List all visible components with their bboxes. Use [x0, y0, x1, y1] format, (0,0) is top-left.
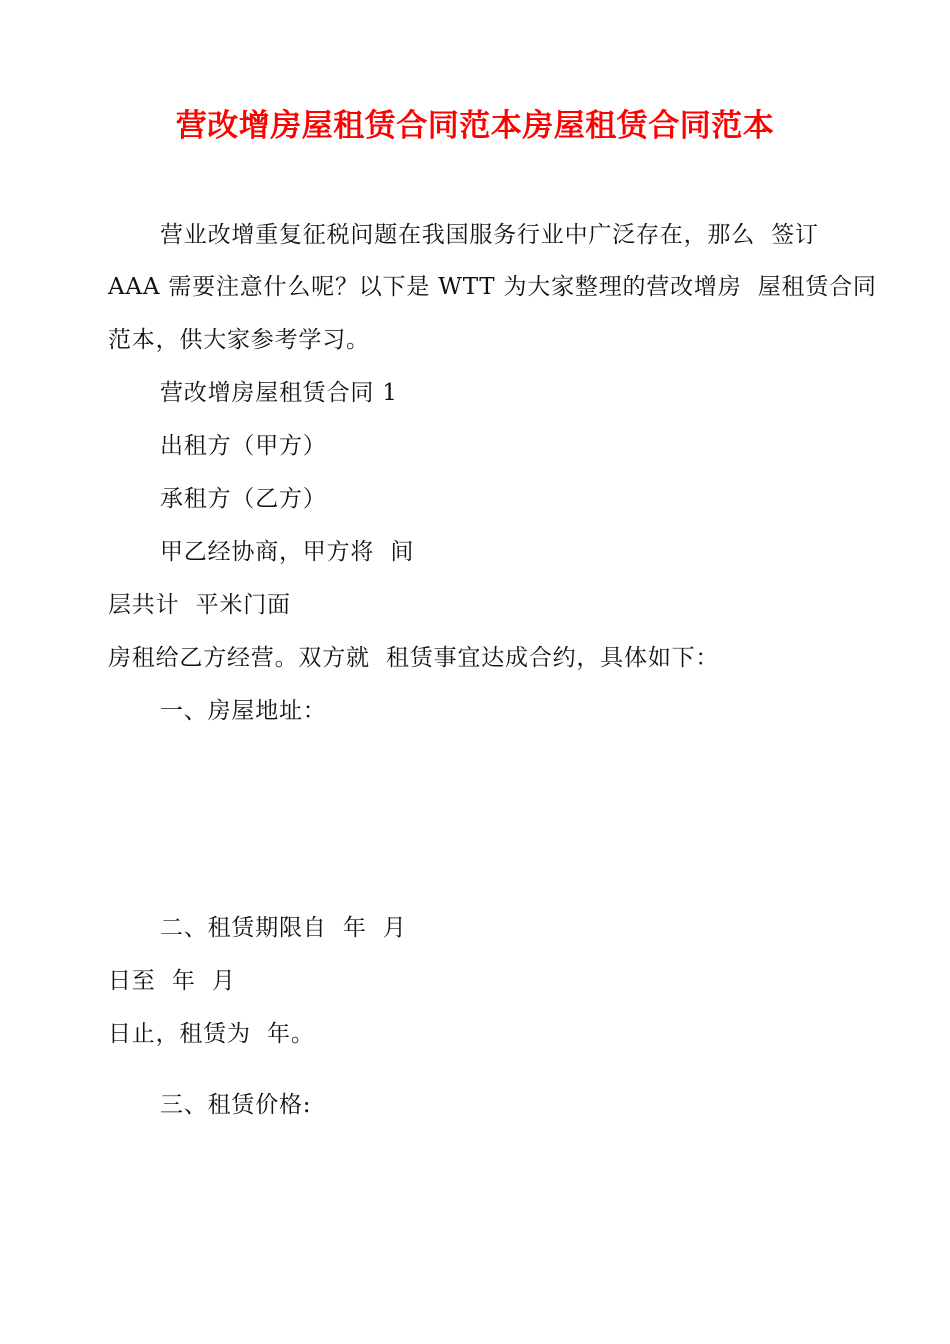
agreement-line-1: 甲乙经协商，甲方将 间 [160, 539, 415, 565]
lessor-label: 出租方（甲方） [160, 433, 327, 459]
section-2-line-2: 日至 年 月 [108, 968, 236, 994]
contract-heading: 营改增房屋租赁合同 1 [160, 380, 398, 406]
intro-line-1: 营业改增重复征税问题在我国服务行业中广泛存在，那么 签订 [160, 222, 819, 248]
section-1-heading: 一、房屋地址： [160, 698, 327, 724]
document-title: 营改增房屋租赁合同范本房屋租赁合同范本 [175, 108, 775, 144]
intro-line-2: AAA 需要注意什么呢？以下是 WTT 为大家整理的营改增房 屋租赁合同 [108, 274, 877, 300]
agreement-line-3: 房租给乙方经营。双方就 租赁事宜达成合约，具体如下： [108, 645, 720, 671]
section-3-heading: 三、租赁价格: [160, 1092, 312, 1118]
agreement-line-2: 层共计 平米门面 [108, 592, 291, 618]
section-2-line-1: 二、租赁期限自 年 月 [160, 915, 407, 941]
section-2-line-3: 日止，租赁为 年。 [108, 1021, 315, 1047]
lessee-label: 承租方（乙方） [160, 486, 327, 512]
intro-line-3: 范本，供大家参考学习。 [108, 327, 370, 353]
